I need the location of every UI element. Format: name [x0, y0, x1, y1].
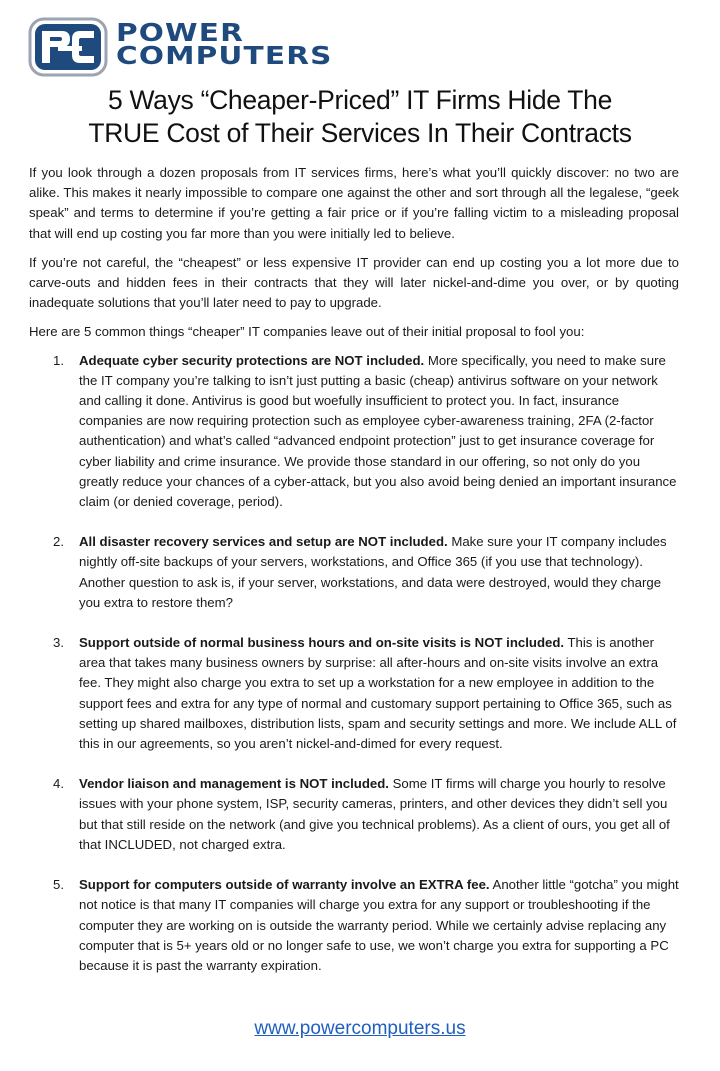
- logo-line-power: POWER: [116, 18, 245, 47]
- intro-paragraph-3: Here are 5 common things “cheaper” IT companies leave out of their initial proposal to fool you:: [29, 324, 585, 340]
- title-line-1: 5 Ways “Cheaper-Priced” IT Firms Hide The: [107, 85, 613, 115]
- title-line-2: TRUE Cost of Their Services In Their Contracts: [88, 118, 632, 148]
- company-logo: [28, 17, 348, 79]
- list-item-number: 3.: [53, 635, 64, 651]
- list-item-title: Support outside of normal business hours and on-site visits is NOT included.: [79, 635, 565, 651]
- list-item-body: Another little “gotcha” you might not notice is that many IT companies will charge you extra for any support or troubleshooting if the computer they are working on is outside the warranty period. While we certainly advise replacing any computer that is 5+ years old or no longer safe to use, we won’t charge you extra for supporting a PC because it is past the warranty expiration.: [79, 877, 679, 973]
- list-item: [29, 351, 679, 513]
- footer: [0, 1018, 720, 1040]
- hidden-cost-list: [29, 351, 679, 976]
- list-item-body: More specifically, you need to make sure the IT company you’re talking to isn’t just putting a basic (cheap) antivirus software on your network and calling it done. Antivirus is good but woefully insufficient to protect you. In fact, insurance companies are now requiring protection such as employee cyber-awareness training, 2FA (2-factor authentication) and what’s called “advanced endpoint protection” just to get insurance coverage for cyber liability and crime insurance. We provide those standard in our offering, so not only do you greatly reduce your chances of a cyber-attack, but you also avoid being denied an important insurance claim (or denied coverage, period).: [79, 352, 677, 510]
- list-item-title: Support for computers outside of warranty involve an EXTRA fee.: [79, 877, 490, 893]
- list-item-body: Some IT firms will charge you hourly to resolve issues with your phone system, ISP, security cameras, printers, and other devices they didn’t sell you but that still reside on the network (and give you technical problems). As a client of ours, you get all of that INCLUDED, not charged extra.: [79, 776, 670, 852]
- intro-paragraph-1: If you look through a dozen proposals from IT services firms, here’s what you’ll quickly discover: no two are alike. This makes it nearly impossible to compare one against the other and sort through all the legalese, “geek speak” and terms to determine if you’re getting a fair price or if you’re falling victim to a misleading proposal that will end up costing you far more than you were initially led to believe.: [29, 165, 679, 241]
- website-link[interactable]: www.powercomputers.us: [254, 1018, 466, 1039]
- article-body: [29, 163, 679, 996]
- list-item-number: 2.: [53, 534, 64, 550]
- page-title: [20, 84, 700, 150]
- list-item-number: 1.: [53, 352, 64, 368]
- list-item-number: 4.: [53, 776, 64, 792]
- list-item: [29, 532, 679, 613]
- pc-logo-mark-icon: [28, 17, 108, 77]
- list-item: [29, 875, 679, 976]
- list-item-title: Adequate cyber security protections are NOT included.: [79, 352, 425, 368]
- list-item-title: All disaster recovery services and setup are NOT included.: [79, 534, 448, 550]
- logo-line-computers: COMPUTERS: [116, 41, 333, 70]
- list-item: [29, 774, 679, 855]
- list-item-title: Vendor liaison and management is NOT included.: [79, 776, 389, 792]
- list-item-number: 5.: [53, 877, 64, 893]
- list-item-body: This is another area that takes many business owners by surprise: all after-hours and on-site visits involve an extra fee. They might also charge you extra to set up a workstation for a new employee in addition to the support fees and extra for any type of normal and customary support pertaining to Office 365, such as setting up shared mailboxes, distribution lists, spam and security settings and more. We include ALL of this in our agreements, so you aren’t nickel-and-dimed for every request.: [79, 635, 677, 752]
- logo-wordmark: [116, 18, 333, 70]
- list-item-body: Make sure your IT company includes nightly off-site backups of your servers, workstations, and Office 365 (if you use that technology). Another question to ask is, if your server, workstations, and data were destroyed, would they charge you extra to restore them?: [79, 534, 667, 610]
- list-item: [29, 633, 679, 754]
- intro-paragraph-2: If you’re not careful, the “cheapest” or less expensive IT provider can end up costing you a lot more due to carve-outs and hidden fees in their contracts that they will later nickel-and-dime you over, or by quoting inadequate solutions that you’ll later need to pay to upgrade.: [29, 254, 679, 311]
